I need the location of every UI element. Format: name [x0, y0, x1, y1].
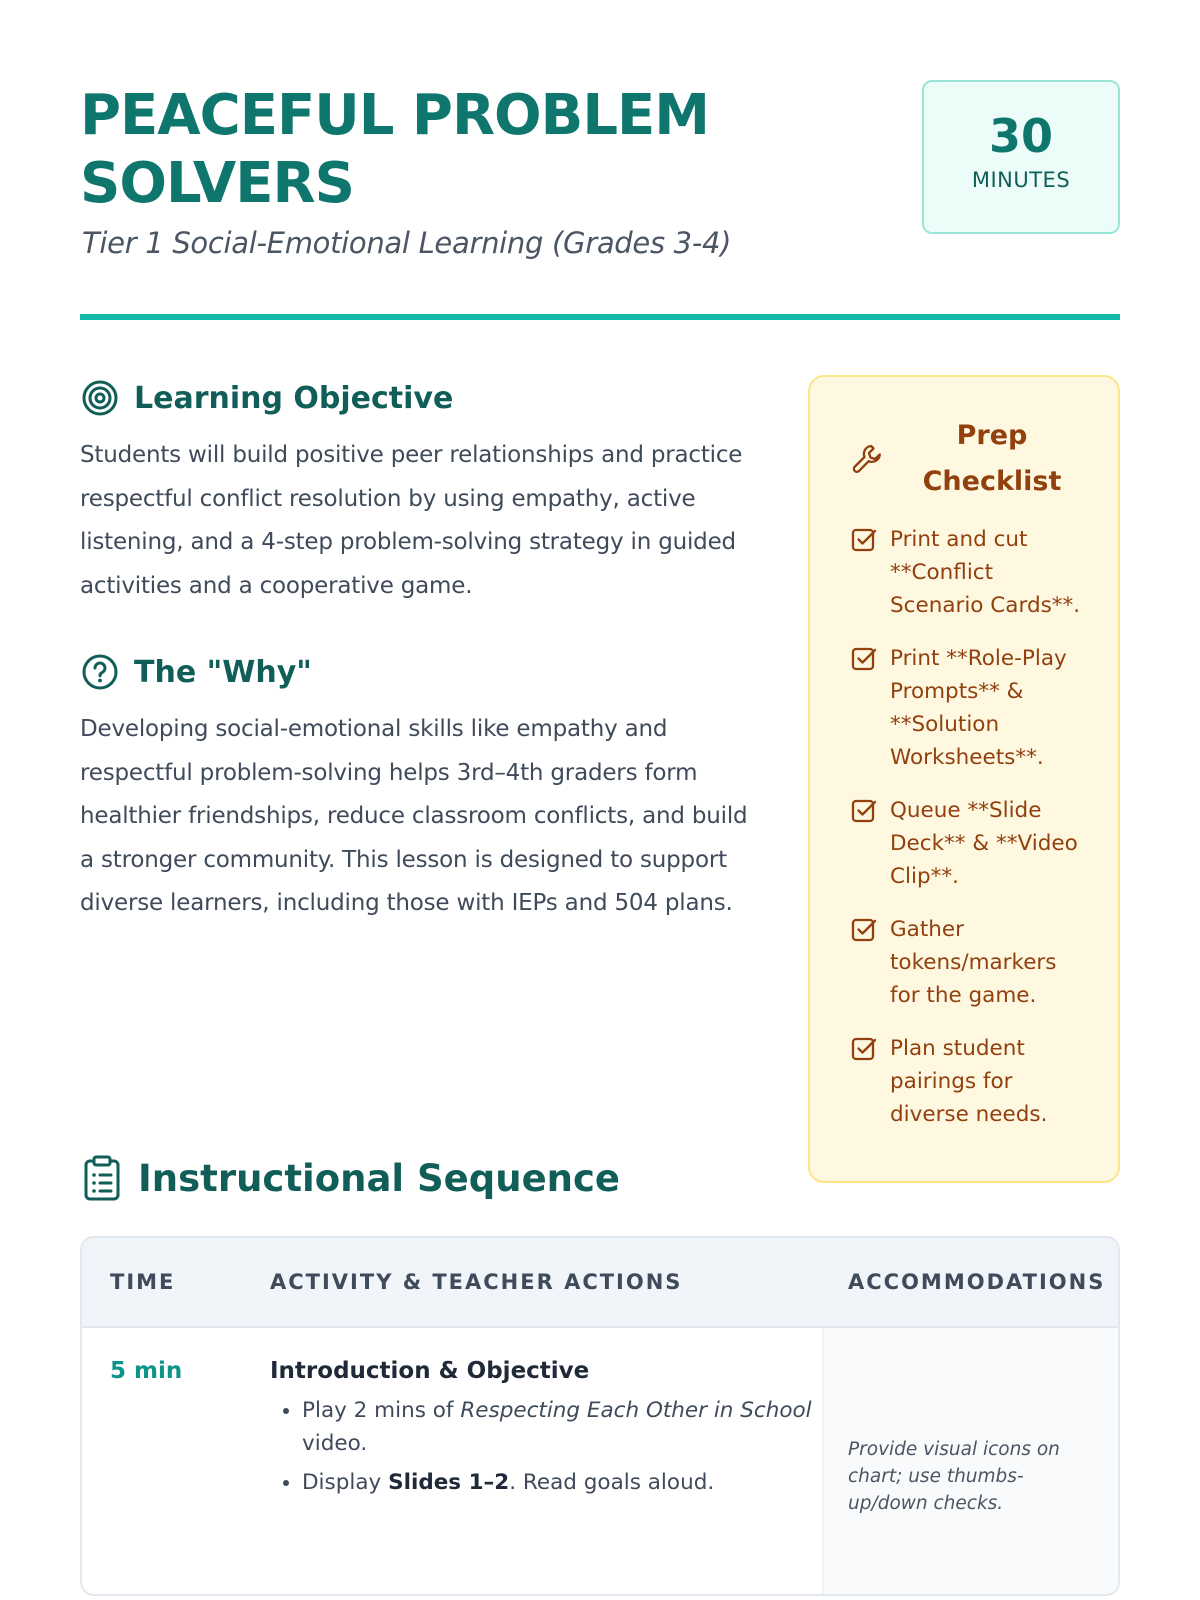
slides-reference: Slides 1–2	[388, 1470, 510, 1495]
prep-checklist-item	[850, 913, 1094, 1012]
wrench-icon	[850, 442, 884, 476]
checkbox-checked-icon	[850, 1035, 878, 1063]
lesson-title: PEACEFUL PROBLEM SOLVERS	[80, 83, 710, 216]
instructional-sequence-section	[80, 1150, 1120, 1596]
checkbox-checked-icon	[850, 916, 878, 944]
duration-unit: MINUTES	[971, 168, 1071, 192]
lesson-header	[80, 80, 1120, 320]
clipboard-list-icon	[80, 1154, 124, 1202]
step-text: Play 2 mins of	[302, 1398, 461, 1423]
table-row	[82, 1328, 1118, 1596]
prep-checklist-card	[808, 375, 1120, 1183]
duration-value: 30	[988, 109, 1053, 163]
prep-checklist-item	[850, 1032, 1094, 1131]
prep-checklist-item	[850, 642, 1094, 774]
sequence-heading: Instructional Sequence	[138, 1156, 621, 1200]
why-text: Developing social-emotional skills like empathy and respectful problem-solving helps 3rd–4th graders form healthier friendships, reduce classroom conflicts, and build a stronger community. This lesson is designed to support diverse learners, including those with IEPs and 504 plans.	[80, 716, 748, 916]
lesson-subtitle: Tier 1 Social-Emotional Learning (Grades 3-4)	[82, 226, 732, 260]
objective-text: Students will build positive peer relationships and practice respectful conflict resolution by using empathy, active listening, and a 4-step problem-solving strategy in guided activities and a cooperative game.	[80, 442, 743, 599]
checkbox-checked-icon	[850, 526, 878, 554]
activity-steps	[270, 1394, 822, 1499]
prep-checklist-item	[850, 523, 1094, 622]
prep-item-text: Queue **Slide Deck** & **Video Clip**.	[890, 798, 1078, 889]
activity-step	[302, 1466, 822, 1499]
prep-checklist-item	[850, 794, 1094, 893]
step-text: . Read goals aloud.	[509, 1470, 715, 1495]
row-time: 5 min	[110, 1358, 183, 1384]
duration-badge	[922, 80, 1120, 234]
checkbox-checked-icon	[850, 645, 878, 673]
row-activity	[242, 1328, 822, 1596]
overview-section	[80, 320, 1120, 1150]
why-heading: The "Why"	[134, 654, 312, 690]
objective-heading-row	[80, 376, 760, 420]
prep-item-text: Print and cut **Conflict Scenario Cards**.	[890, 527, 1081, 618]
column-header-time: TIME	[110, 1270, 176, 1294]
lesson-plan-page	[80, 80, 1120, 1596]
step-text: video.	[302, 1431, 368, 1456]
prep-checklist-heading: Prep Checklist	[922, 420, 1062, 497]
prep-item-text: Gather tokens/markers for the game.	[890, 917, 1057, 1008]
prep-checklist	[850, 523, 1094, 1131]
table-header-row	[82, 1238, 1118, 1328]
column-header-activity: ACTIVITY & TEACHER ACTIONS	[270, 1270, 683, 1294]
prep-item-text: Plan student pairings for diverse needs.	[890, 1036, 1048, 1127]
activity-title: Introduction & Objective	[270, 1358, 590, 1384]
overview-left-column	[80, 376, 760, 926]
video-title: Respecting Each Other in School	[460, 1398, 812, 1423]
why-heading-row	[80, 650, 760, 694]
sequence-heading-row	[80, 1150, 1120, 1206]
step-text: Display	[302, 1470, 389, 1495]
sequence-table	[80, 1236, 1120, 1596]
row-accommodations: Provide visual icons on chart; use thumbs-up/down checks.	[822, 1328, 1118, 1596]
question-circle-icon	[80, 652, 120, 692]
target-icon	[80, 378, 120, 418]
checkbox-checked-icon	[850, 797, 878, 825]
activity-step	[302, 1394, 822, 1460]
column-header-accommodations: ACCOMMODATIONS	[848, 1270, 1106, 1294]
prep-checklist-heading-row	[850, 413, 1094, 505]
objective-heading: Learning Objective	[134, 380, 454, 416]
prep-item-text: Print **Role-Play Prompts** & **Solution Worksheets**.	[890, 646, 1067, 770]
